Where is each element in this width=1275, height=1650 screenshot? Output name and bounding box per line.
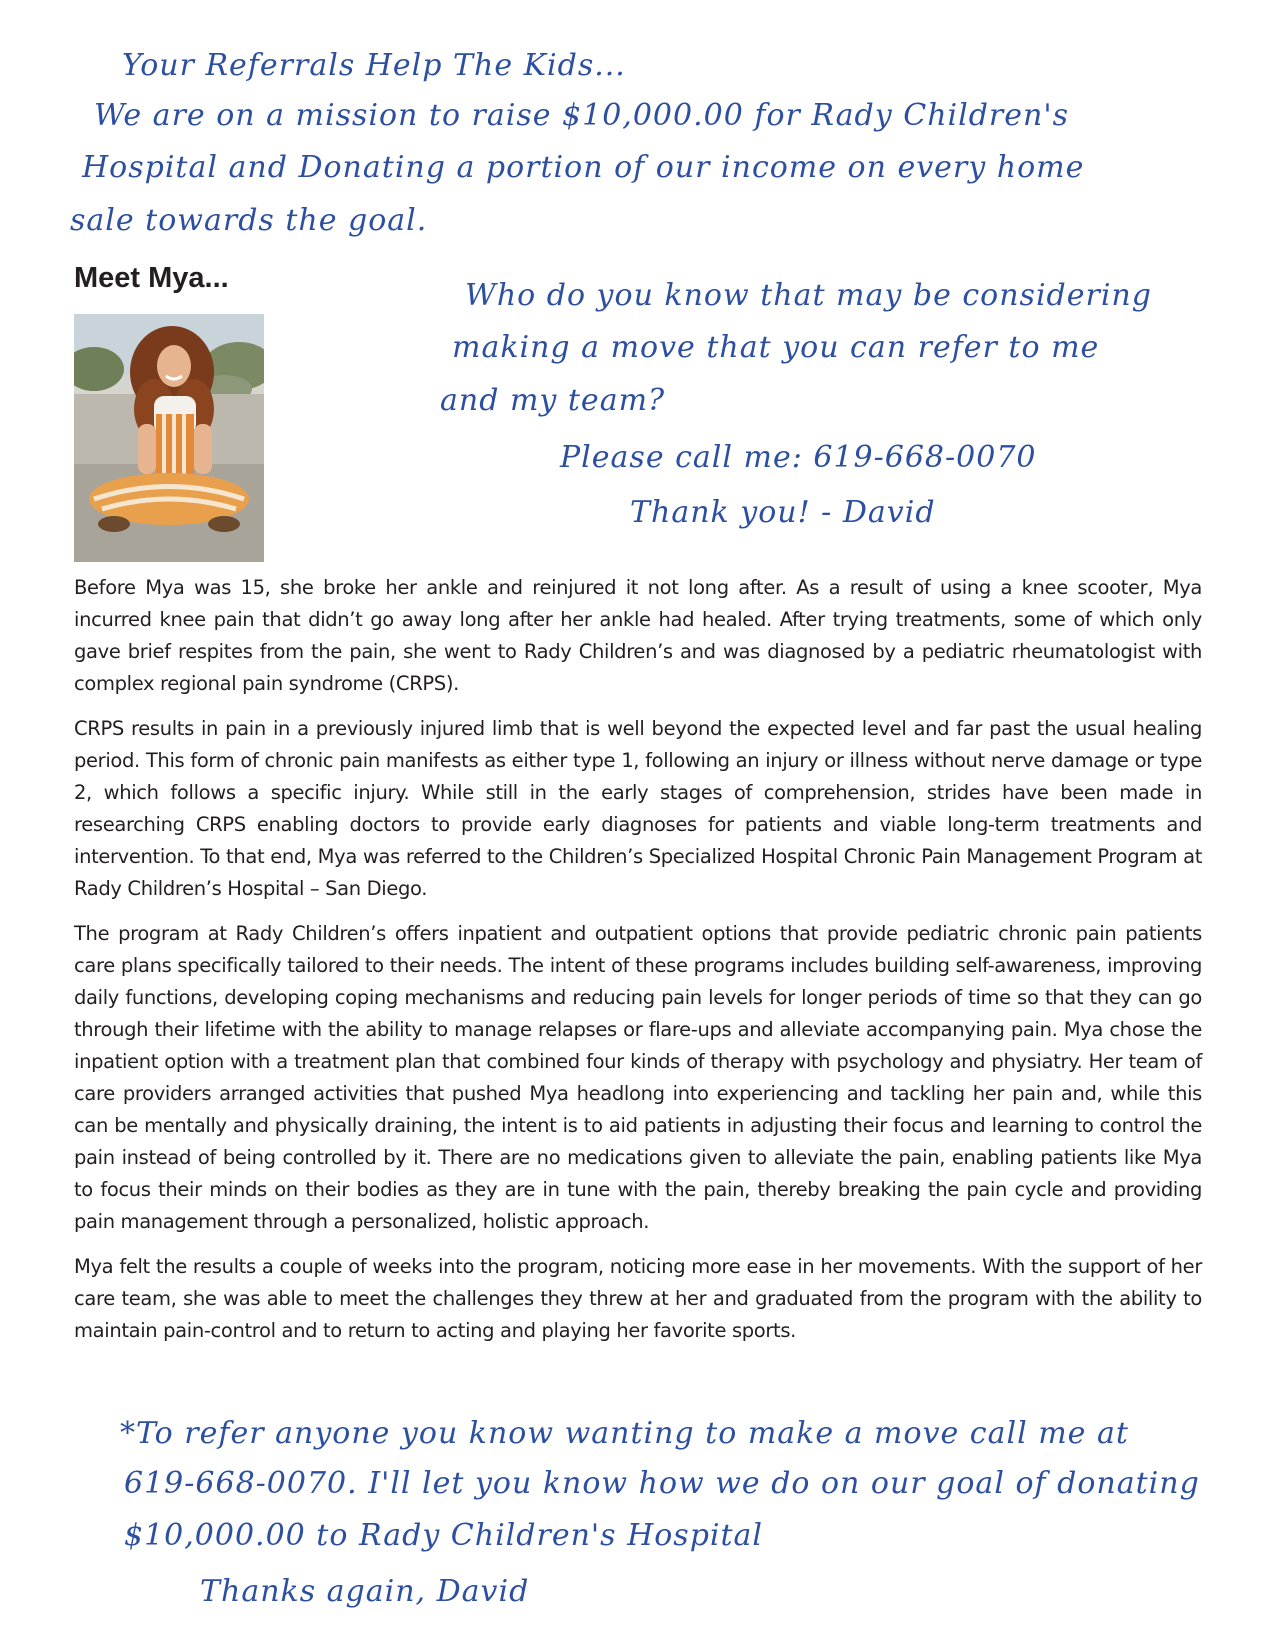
article-body	[74, 572, 1202, 1360]
mya-photo	[74, 314, 264, 562]
article-paragraph: Before Mya was 15, she broke her ankle and reinjured it not long after. As a result of using a knee scooter, Mya incurred knee pain that didn’t go away long after her ankle had healed. After trying treatments, some of which only gave brief respites from the pain, she went to Rady Children’s and was diagnosed by a pediatric rheumatologist with complex regional pain syndrome (CRPS).	[74, 576, 1202, 695]
article-paragraph: CRPS results in pain in a previously injured limb that is well beyond the expected level and far past the usual healing period. This form of chronic pain manifests as either type 1, following an injury or illness without nerve damage or type 2, which follows a specific injury. While still in the early stages of comprehension, strides have been made in researching CRPS enabling doctors to provide early diagnoses for patients and viable long-term treatments and intervention. To that end, Mya was referred to the Children’s Specialized Hospital Chronic Pain Management Program at Rady Children’s Hospital – San Diego.	[74, 717, 1202, 900]
handwritten-closing-line: $10,000.00 to Rady Children's Hospital	[124, 1518, 764, 1553]
handwritten-closing-line: *To refer anyone you know wanting to make a move call me at	[120, 1416, 1129, 1451]
article-paragraph: The program at Rady Children’s offers inpatient and outpatient options that provide pediatric chronic pain patients care plans specifically tailored to their needs. The intent of these programs includes building self-awareness, improving daily functions, developing coping mechanisms and reducing pain levels for longer periods of time so that they can go through their lifetime with the ability to manage relapses or flare-ups and alleviate accompanying pain. Mya chose the inpatient option with a treatment plan that combined four kinds of therapy with psychology and physiatry. Her team of care providers arranged activities that pushed Mya headlong into experiencing and tackling her pain and, while this can be mentally and physically draining, the intent is to aid patients in adjusting their focus and learning to control the pain instead of being controlled by it. There are no medications given to alleviate the pain, enabling patients like Mya to focus their minds on their bodies as they are in tune with the pain, thereby breaking the pain cycle and providing pain management through a personalized, holistic approach.	[74, 922, 1202, 1233]
handwritten-closing-line: 619-668-0070. I'll let you know how we do on our goal of donating	[124, 1466, 1200, 1501]
handwritten-signoff: Thanks again, David	[200, 1574, 530, 1609]
handwritten-phone-line: Please call me: 619-668-0070	[560, 440, 1037, 475]
handwritten-request-line: Who do you know that may be considering	[465, 278, 1152, 313]
handwritten-intro-line: We are on a mission to raise $10,000.00 for Rady Children's	[94, 98, 1069, 133]
article-paragraph: Mya felt the results a couple of weeks into the program, noticing more ease in her movements. With the support of her care team, she was able to meet the challenges they threw at her and graduated from the program with the ability to maintain pain-control and to return to acting and playing her favorite sports.	[74, 1255, 1202, 1342]
handwritten-thank-you: Thank you! - David	[630, 495, 936, 530]
handwritten-intro-line: sale towards the goal.	[70, 203, 428, 238]
handwritten-headline: Your Referrals Help The Kids...	[122, 48, 626, 83]
handwritten-request-line: and my team?	[440, 383, 666, 418]
handwritten-request-line: making a move that you can refer to me	[452, 330, 1100, 365]
meet-mya-heading: Meet Mya...	[74, 262, 229, 294]
handwritten-intro-line: Hospital and Donating a portion of our income on every home	[82, 150, 1085, 185]
